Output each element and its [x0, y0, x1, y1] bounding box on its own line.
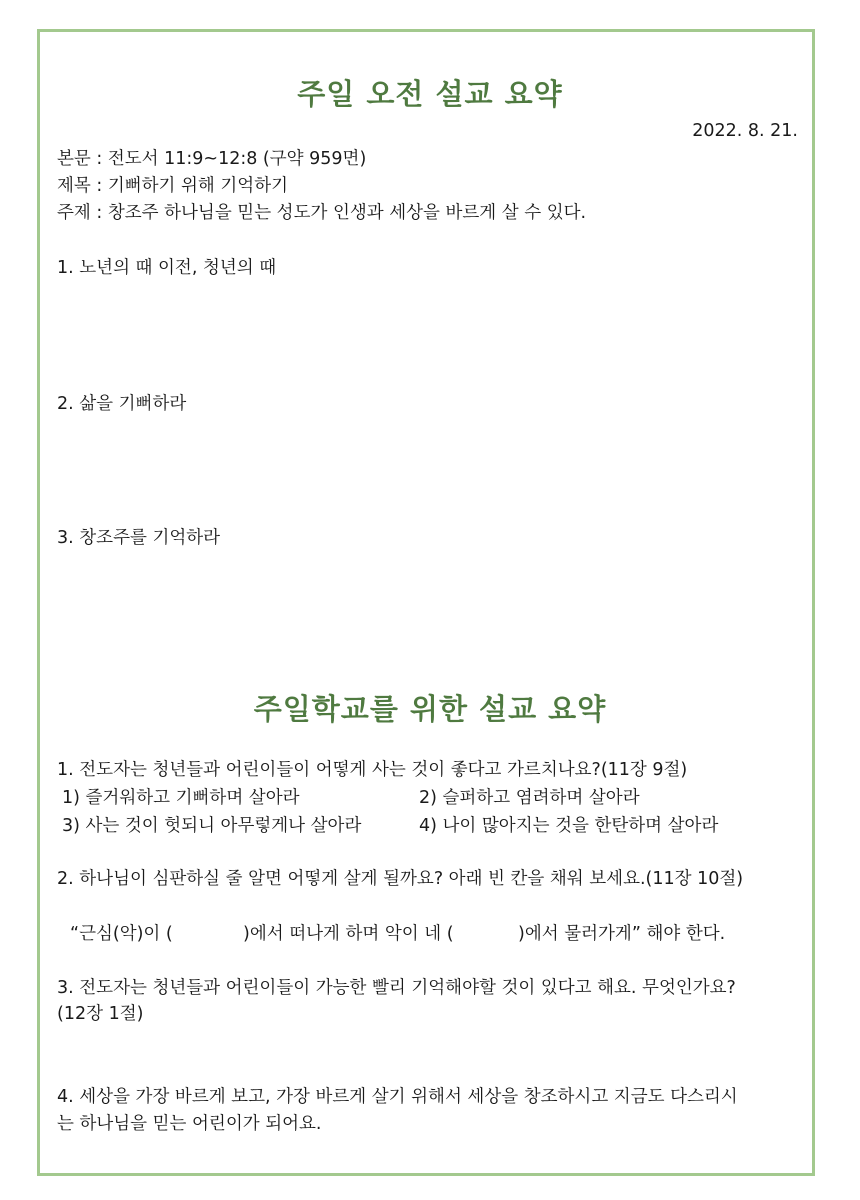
sermon-point-1: 1. 노년의 때 이전, 청년의 때 — [57, 258, 277, 278]
sermon-point-2: 2. 삶을 기뻐하라 — [57, 394, 187, 414]
question-1-option-1: 1) 즐거워하고 기뻐하며 살아라 — [62, 788, 300, 808]
theme-line: 주제 : 창조주 하나님을 믿는 성도가 인생과 세상을 바르게 살 수 있다. — [57, 203, 587, 223]
question-1-option-2: 2) 슬퍼하고 염려하며 살아라 — [419, 788, 640, 808]
question-2-fill-part-2: )에서 떠나게 하며 악이 네 ( — [243, 924, 454, 944]
sermon-date: 2022. 8. 21. — [692, 121, 798, 141]
scripture-line: 본문 : 전도서 11:9~12:8 (구약 959면) — [57, 149, 367, 169]
question-1-option-4: 4) 나이 많아지는 것을 한탄하며 살아라 — [419, 816, 719, 836]
statement-4-line-2: 는 하나님을 믿는 어린이가 되어요. — [57, 1114, 322, 1134]
question-3-line-2: (12장 1절) — [57, 1004, 144, 1024]
question-2-fill-part-1: “근심(악)이 ( — [70, 924, 173, 944]
question-1-option-3: 3) 사는 것이 헛되니 아무렇게나 살아라 — [62, 816, 362, 836]
question-1: 1. 전도자는 청년들과 어린이들이 어떻게 사는 것이 좋다고 가르치나요?(11장 9절) — [57, 760, 688, 780]
question-2: 2. 하나님이 심판하실 줄 알면 어떻게 살게 될까요? 아래 빈 칸을 채워 보세요.(11장 10절) — [57, 869, 744, 889]
question-3-line-1: 3. 전도자는 청년들과 어린이들이 가능한 빨리 기억해야할 것이 있다고 해요. 무엇인가요? — [57, 978, 736, 998]
sermon-point-3: 3. 창조주를 기억하라 — [57, 528, 221, 548]
subject-line: 제목 : 기뻐하기 위해 기억하기 — [57, 176, 289, 196]
question-2-fill-part-3: )에서 물러가게” 해야 한다. — [518, 924, 726, 944]
sermon-title: 주일 오전 설교 요약 — [297, 77, 563, 111]
statement-4-line-1: 4. 세상을 가장 바르게 보고, 가장 바르게 살기 위해서 세상을 창조하시고 지금도 다스리시 — [57, 1087, 738, 1107]
sunday-school-title: 주일학교를 위한 설교 요약 — [253, 692, 607, 726]
